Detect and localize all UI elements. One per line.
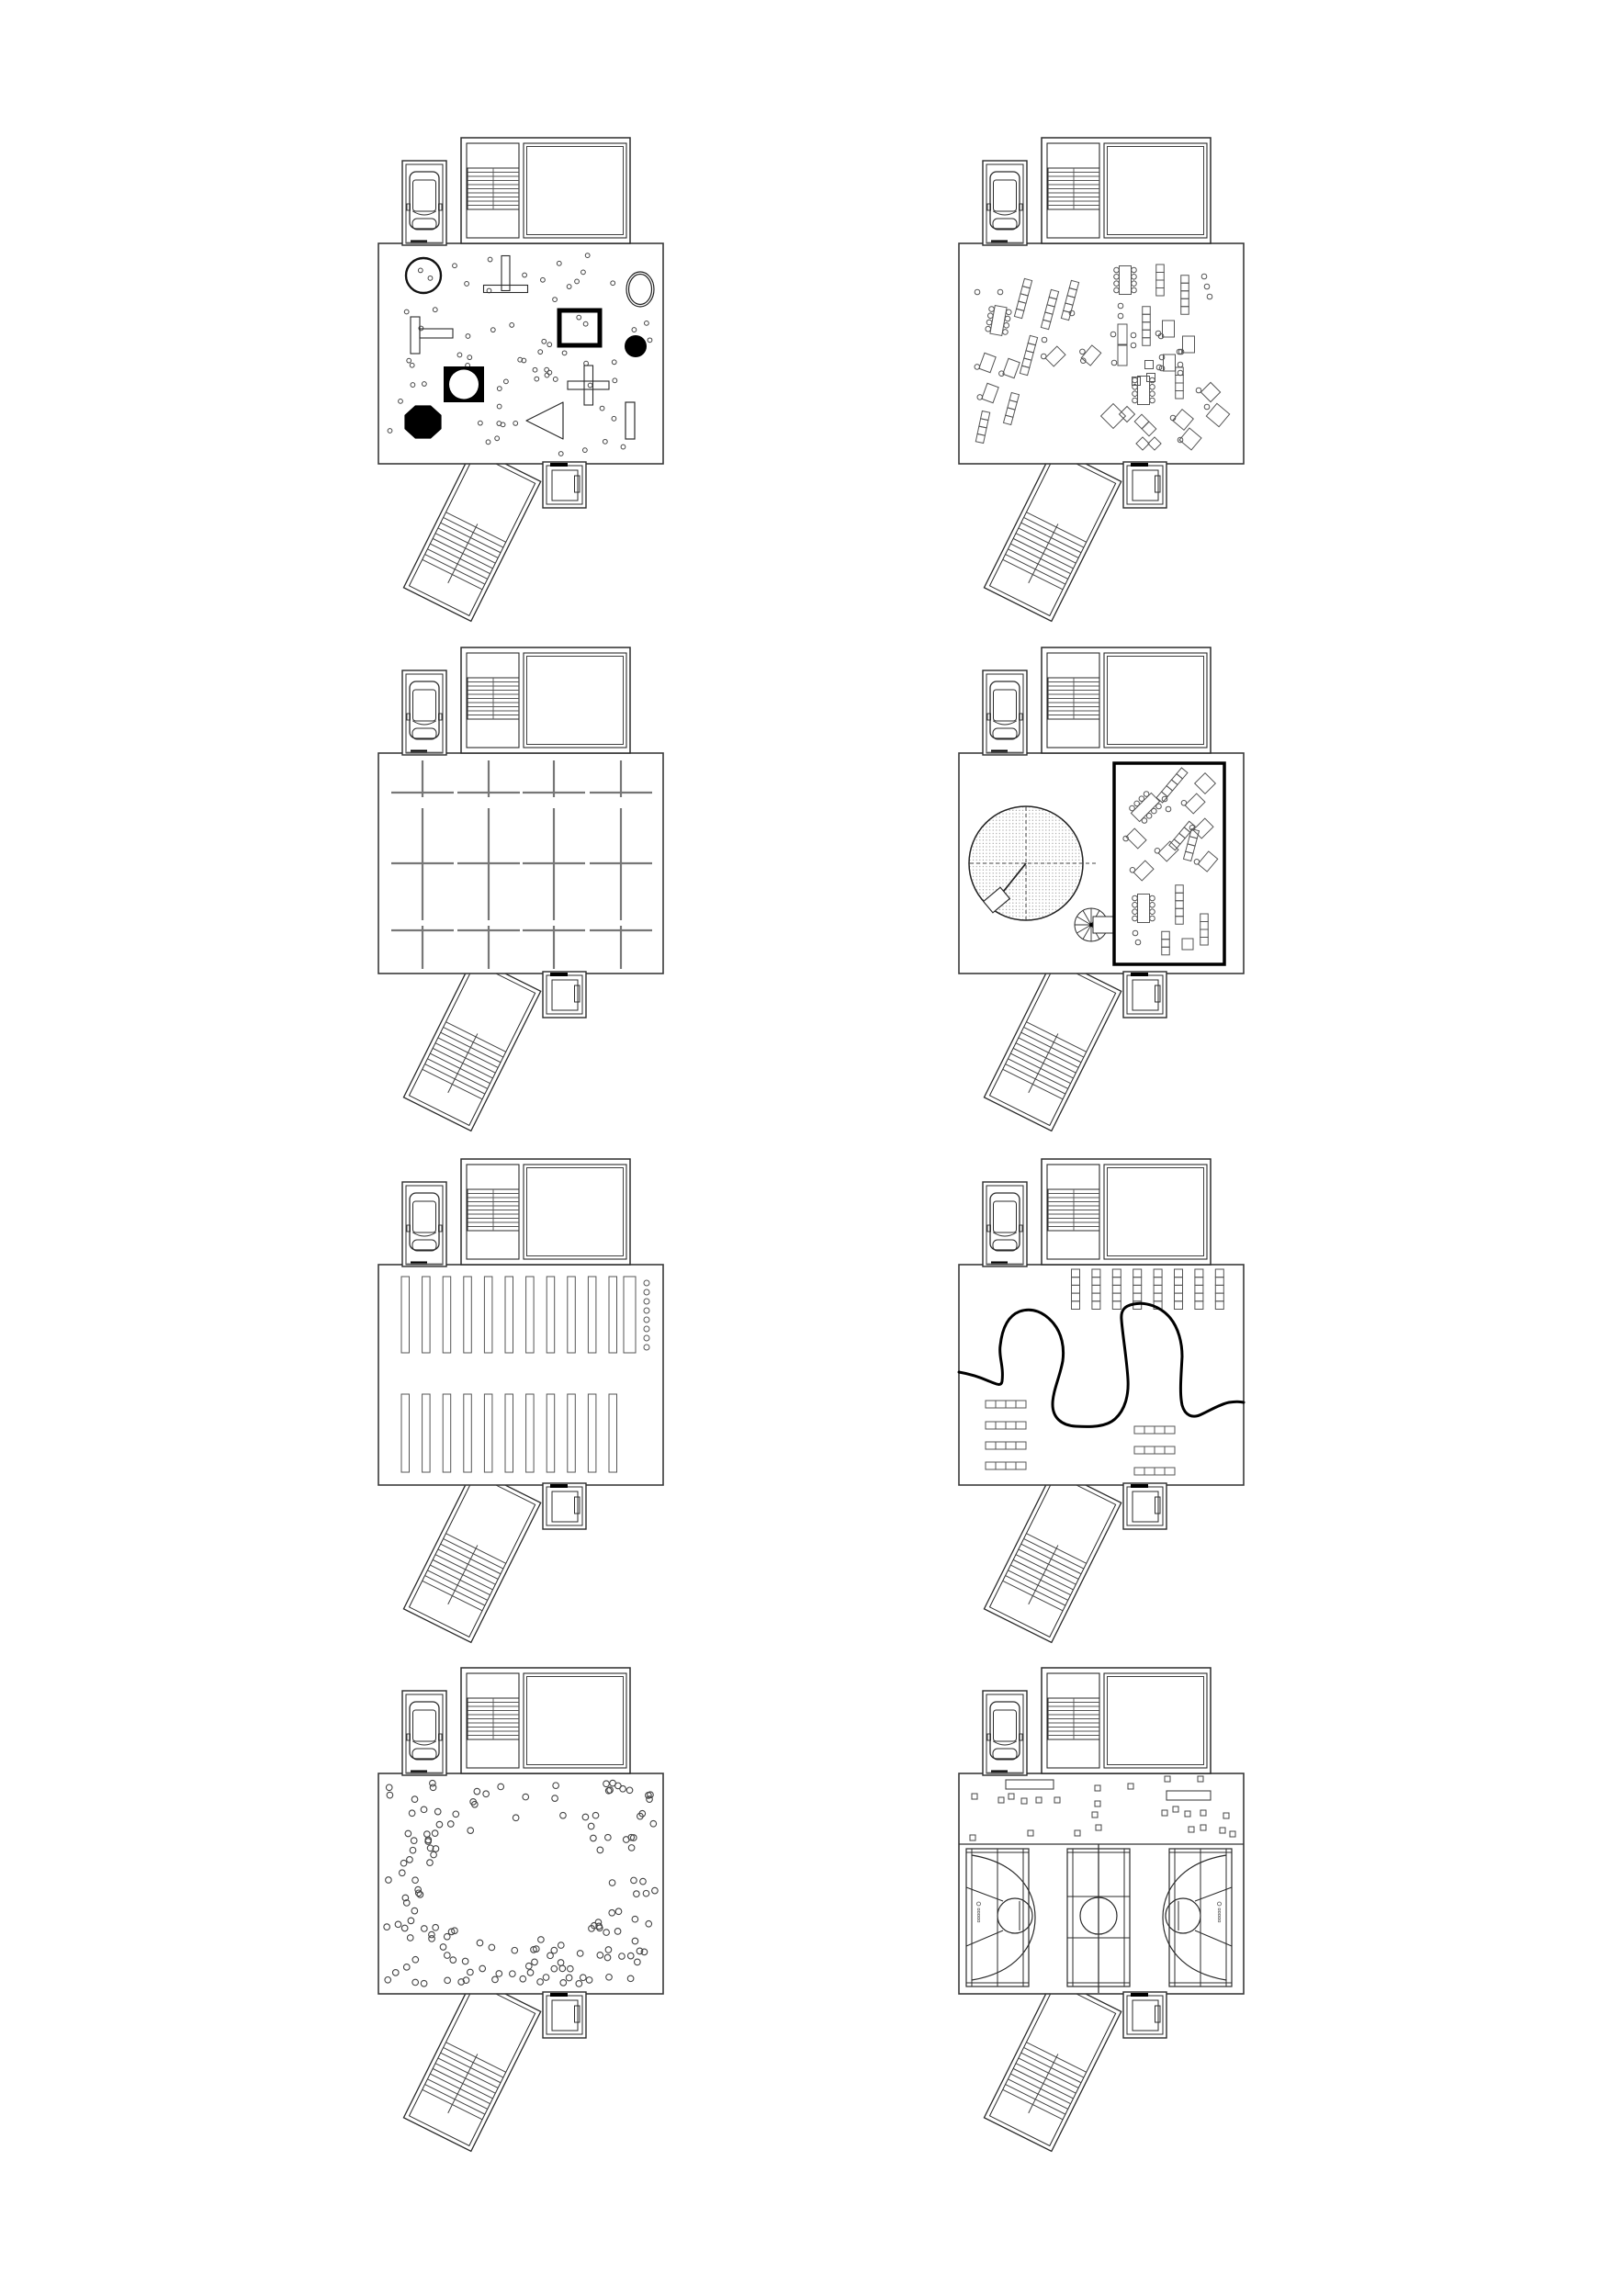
main-hall	[959, 243, 1244, 464]
elevator	[1123, 1483, 1167, 1529]
floor-plan-stacks	[374, 1145, 668, 1646]
floor-plan-exhibits	[374, 124, 668, 625]
stair-core	[1042, 138, 1211, 243]
stair-core	[461, 138, 630, 243]
floor-plan-turntable-studio	[954, 634, 1248, 1134]
car-lift-bay	[402, 1182, 446, 1266]
floor-plan-grove	[374, 1654, 668, 2155]
car-lift-bay	[983, 1691, 1027, 1775]
stair-core	[461, 1668, 630, 1773]
entry-ramp	[403, 448, 540, 622]
entry-ramp	[984, 448, 1121, 622]
car-lift-bay	[402, 161, 446, 245]
entry-ramp	[984, 1978, 1121, 2152]
elevator	[1123, 462, 1167, 508]
stair-core	[461, 647, 630, 753]
car-lift-bay	[402, 1691, 446, 1775]
entry-ramp	[403, 1978, 540, 2152]
floor-plan-partitions	[374, 634, 668, 1134]
floor-plan-workstations	[954, 124, 1248, 625]
floor-plan-courts	[954, 1654, 1248, 2155]
stair-core	[461, 1159, 630, 1265]
elevator	[543, 462, 586, 508]
elevator	[543, 972, 586, 1018]
entry-ramp	[984, 1469, 1121, 1643]
car-lift-bay	[983, 161, 1027, 245]
entry-ramp	[984, 958, 1121, 1131]
elevator	[543, 1992, 586, 2038]
main-hall	[378, 1773, 663, 1994]
reading-room	[1114, 763, 1224, 964]
stair-core	[1042, 1159, 1211, 1265]
entry-ramp	[403, 1469, 540, 1643]
car-lift-bay	[402, 670, 446, 755]
entry-ramp	[403, 958, 540, 1131]
stair-core	[1042, 647, 1211, 753]
floor-plan-meander	[954, 1145, 1248, 1646]
car-lift-bay	[983, 670, 1027, 755]
stair-core	[1042, 1668, 1211, 1773]
elevator	[543, 1483, 586, 1529]
elevator	[1123, 1992, 1167, 2038]
main-hall	[378, 1265, 663, 1485]
elevator	[1123, 972, 1167, 1018]
car-lift-bay	[983, 1182, 1027, 1266]
